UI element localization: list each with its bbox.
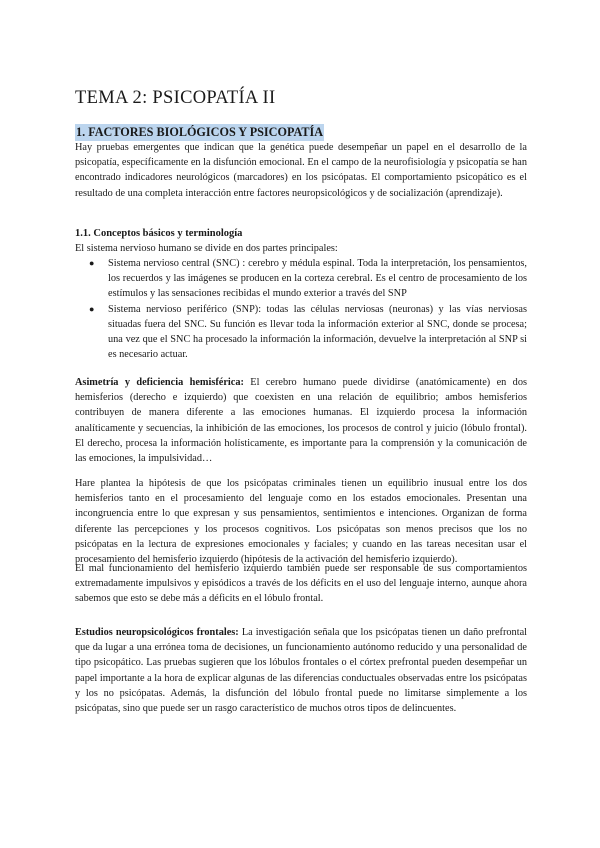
list-item [75,302,527,363]
asimetria-text: El cerebro humano puede dividirse (anatómicamente) en dos hemisferios (derecho e izquierdo) que coexisten en una relación de equilibrio; ambos hemisferios contribuyen de manera diferente a las emociones humanas. El izquierdo procesa la información analíticamente y secuencias, la inhibición de las emociones, los procesos de control y juicio (lóbulo frontal). El derecho, procesa la información holísticamente, es importante para la comprensión y la comunicación de las emociones, la impulsividad… [75,377,527,465]
nervous-system-list [75,256,527,362]
page-title: TEMA 2: PSICOPATÍA II [75,88,276,108]
asimetria-paragraph [75,375,527,466]
asimetria-term: Asimetría y deficiencia hemisférica: [75,377,244,388]
nervous-system-lead: El sistema nervioso humano se divide en dos partes principales: [75,243,338,254]
estudios-text: La investigación señala que los psicópatas tienen un daño prefrontal que da lugar a una errónea toma de decisiones, un funcionamiento autónomo reducido y una personalidad de tipo psicopático. Las pruebas sugieren que los lóbulos frontales o el córtex prefrontal pueden desempeñar un papel importante a la hora de explicar algunas de las diferencias conductuales observadas entre los psicópatas y los no psicópatas. Además, la disfunción del lóbulo frontal puede no limitarse simplemente a los psicópatas, sino que puede ser un rasgo característico de muchos otros tipos de delincuentes. [75,627,528,715]
hare-paragraph: Hare plantea la hipótesis de que los psicópatas criminales tienen un equilibrio inusual entre los dos hemisferios tanto en el procesamiento del lenguaje como en los estados emocionales. Presentan una incongruencia entre lo que expresan y sus pensamientos, sentimientos e intenciones. Organizan de forma diferente las percepciones y los procesos cognitivos. Los psicópatas son menos precisos que los no psicópatas en la lectura de expresiones emocionales y faciales; y cuando en las tareas necesitan usar el procesamiento del hemisferio izquierdo (hipótesis de la activación del hemisferio izquierdo). [75,478,527,566]
estudios-paragraph [75,625,527,716]
intro-paragraph: Hay pruebas emergentes que indican que la genética puede desempeñar un papel en el desarrollo de la psicopatía, específicamente en la disfunción emocional. En el campo de la neurofisiología y psicopatía se han encontrado indicadores neurológicos (marcadores) en los psicópatas. El comportamiento psicopático es el resultado de una completa interacción entre factores neuropsicológicos y de socialización (aprendizaje). [75,142,527,199]
bullet-icon: ● [89,258,95,268]
list-item [75,256,527,302]
section-heading-factores: 1. FACTORES BIOLÓGICOS Y PSICOPATÍA [76,125,324,139]
estudios-term: Estudios neuropsicológicos frontales: [75,627,239,638]
subsection-heading-conceptos: 1.1. Conceptos básicos y terminología [75,228,243,239]
bullet-icon: ● [89,303,95,314]
hemisferio-paragraph: El mal funcionamiento del hemisferio izquierdo también puede ser responsable de sus comportamientos extremadamente impulsivos y episódicos a través de los déficits en el uso del lenguaje interno, aunque ahora sabemos que esto se debe más a déficits en el lóbulo frontal. [75,563,527,605]
bullet-text-snp: Sistema nervioso periférico (SNP): todas las células nerviosas (neuronas) y las vías nerviosas situadas fuera del SNC. Su función es llevar toda la información exterior al SNC, donde se procesa; una vez que el SNC ha procesado la información la información, devuelve la interpretación al SNP si es necesario actuar. [108,303,527,361]
bullet-text-snc: Sistema nervioso central (SNC) : cerebro y médula espinal. Toda la interpretación, los pensamientos, los recuerdos y las imágenes se producen en la corteza cerebral. Es el centro de procesamiento de los estímulos y las sensaciones recibidas el mundo exterior a través del SNP [108,258,527,300]
